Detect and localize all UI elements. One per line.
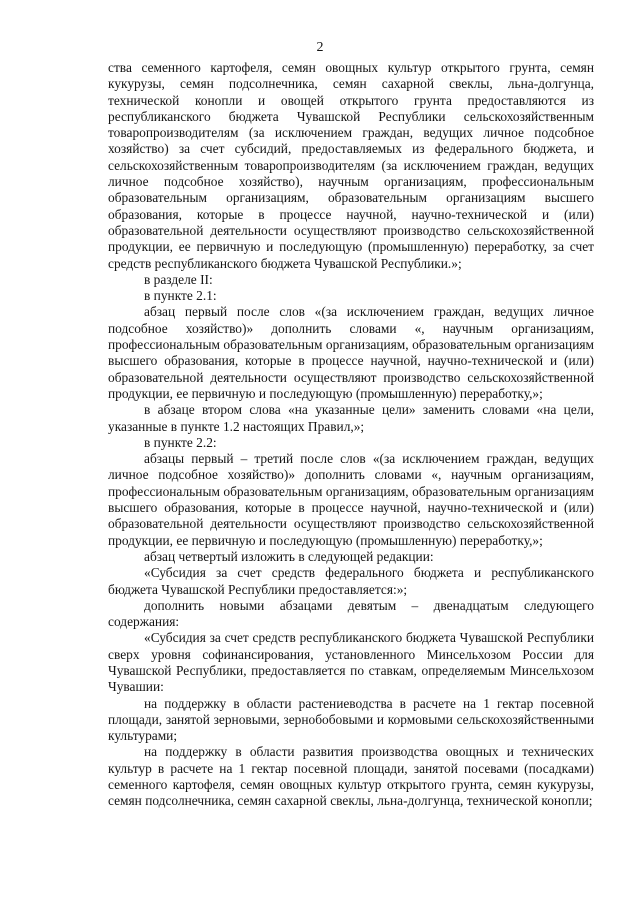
paragraph-subsidy-rates: «Субсидия за счет средств республиканского бюджета Чувашской Республики сверх уровня софинансирования, установленного Минсельхозом России для Чувашской Республики, предоставляется по ставкам, определяемым Минсельхозом Чувашии:: [108, 630, 594, 695]
paragraph-crop-support: на поддержку в области растениеводства в расчете на 1 гектар посевной площади, занятой зерновыми, зернобобовыми и кормовыми сельскохозяйственными культурами;: [108, 695, 594, 744]
paragraph-section-ii: в разделе II:: [144, 271, 213, 287]
paragraph-2-2-abzacs-1-3: абзацы первый – третий после слов «(за исключением граждан, ведущих личное подсобное хозяйство)» дополнить словами «, научным организациям, профессиональным образовательным организациям, образовательным организациям высшего образования, которые в процессе научной, научно-технической и (или) образовательной деятельности осуществляют производство сельскохозяйственной продукции, ее первичную и последующую (промышленную) переработку,»;: [108, 451, 594, 548]
paragraph-2-2-abzac-4: абзац четвертый изложить в следующей редакции:: [144, 548, 434, 564]
paragraph-subsidy-quote: «Субсидия за счет средств федерального бюджета и республиканского бюджета Чувашской Республики предоставляется:»;: [108, 565, 594, 597]
paragraph-2-1-first-abzac: абзац первый после слов «(за исключением граждан, ведущих личное подсобное хозяйство)» дополнить словами «, научным организациям, профессиональным образовательным организациям, образовательным организациям высшего образования, которые в процессе научной, научно-технической и (или) образовательной деятельности осуществляют производство сельскохозяйственной продукции, ее первичную и последующую (промышленную) переработку,»;: [108, 304, 594, 401]
document-body: [108, 60, 594, 810]
paragraph-vegetable-support: на поддержку в области развития производства овощных и технических культур в расчете на 1 гектар посевной площади, занятой посевами (посадками) семенного картофеля, семян овощных культур открытого грунта, семян кукурузы, семян подсолнечника, семян сахарной свеклы, льна-долгунца, технической конопли;: [108, 744, 594, 809]
paragraph-2-1-second-abzac: в абзаце втором слова «на указанные цели» заменить словами «на цели, указанные в пункте 1.2 настоящих Правил,»;: [108, 402, 594, 434]
paragraph-point-2-2: в пункте 2.2:: [144, 434, 217, 450]
paragraph-point-2-1: в пункте 2.1:: [144, 288, 217, 304]
paragraph-add-abzacs: дополнить новыми абзацами девятым – двенадцатым следующего содержания:: [108, 597, 594, 630]
page-number: 2: [316, 40, 324, 55]
paragraph-continuation: ства семенного картофеля, семян овощных культур открытого грунта, семян кукурузы, семян подсолнечника, семян сахарной свеклы, льна-долгунца, технической конопли и овощей открытого грунта предоставляются из республиканского бюджета Чувашской Республики сельскохозяйственным товаропроизводителям (за исключением граждан, ведущих личное подсобное хозяйство) за счет субсидий, предоставляемых из федерального бюджета, и сельскохозяйственным товаропроизводителям (за исключением граждан, ведущих личное подсобное хозяйство), научным организациям, профессиональным образовательным организациям, образовательным организациям высшего образования, которые в процессе научной, научно-технической и (или) образовательной деятельности осуществляют производство сельскохозяйственной продукции, ее первичную и последующую (промышленную) переработку, за счет средств республиканского бюджета Чувашской Республики.»;: [108, 60, 594, 271]
